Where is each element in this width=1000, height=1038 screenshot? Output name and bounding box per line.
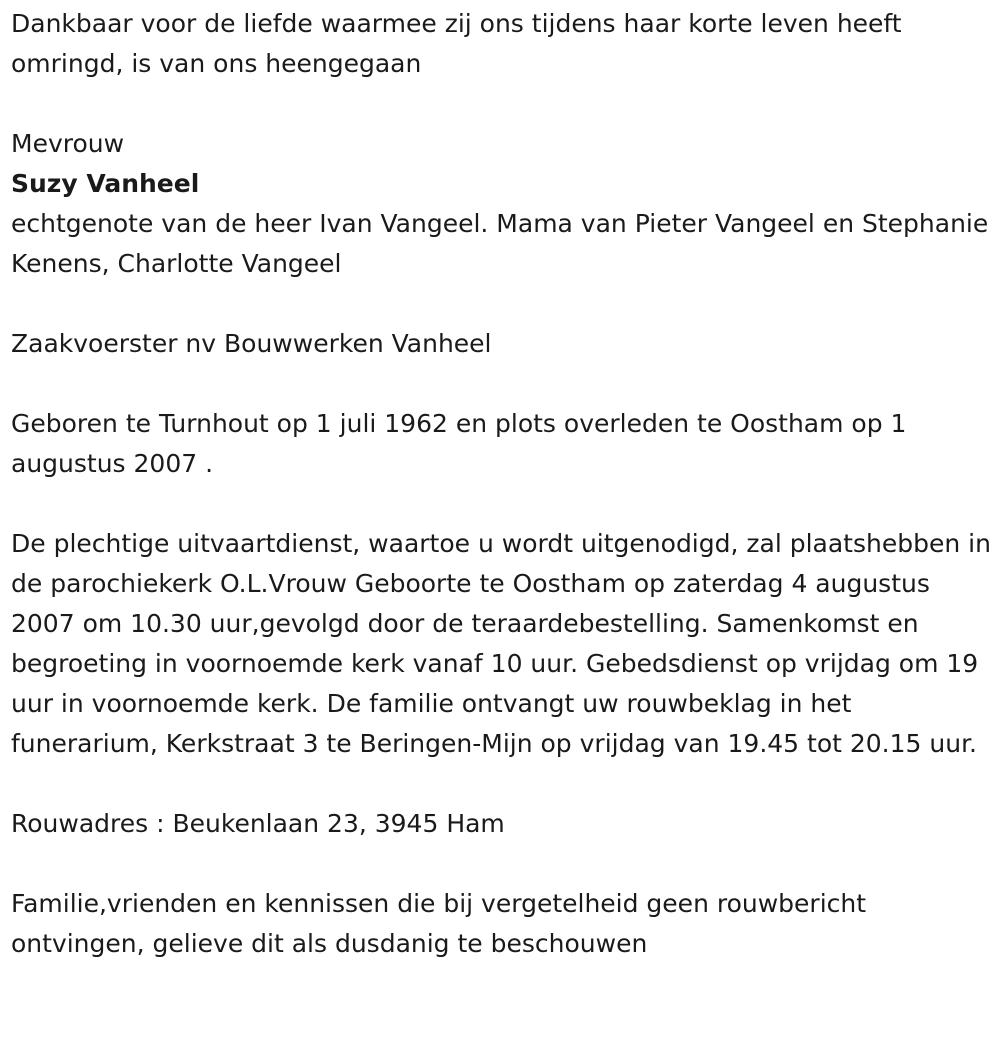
relations-paragraph: echtgenote van de heer Ivan Vangeel. Mama van Pieter Vangeel en Stephanie Kenens, Charlotte Vangeel [11, 209, 989, 278]
mourning-address: Rouwadres : Beukenlaan 23, 3945 Ham [11, 809, 505, 838]
ceremony-paragraph: De plechtige uitvaartdienst, waartoe u wordt uitgenodigd, zal plaatshebben in de parochiekerk O.L.Vrouw Geboorte te Oostham op zaterdag 4 augustus 2007 om 10.30 uur,gevolgd door de teraardebestelling. Samenkomst en begroeting in voornoemde kerk vanaf 10 uur. Gebedsdienst op vrijdag om 19 uur in voornoemde kerk. De familie ontvangt uw rouwbeklag in het funerarium, Kerkstraat 3 te Beringen-Mijn op vrijdag van 19.45 tot 20.15 uur. [11, 529, 991, 758]
occupation-line: Zaakvoerster nv Bouwwerken Vanheel [11, 329, 492, 358]
intro-paragraph: Dankbaar voor de liefde waarmee zij ons tijdens haar korte leven heeft omringd, is van ons heengegaan [11, 9, 902, 78]
salutation: Mevrouw [11, 129, 125, 158]
obituary-document [11, 4, 991, 964]
birth-death-paragraph: Geboren te Turnhout op 1 juli 1962 en plots overleden te Oostham op 1 augustus 2007 . [11, 409, 907, 478]
deceased-name: Suzy Vanheel [11, 169, 200, 198]
closing-paragraph: Familie,vrienden en kennissen die bij vergetelheid geen rouwbericht ontvingen, gelieve dit als dusdanig te beschouwen [11, 889, 867, 958]
